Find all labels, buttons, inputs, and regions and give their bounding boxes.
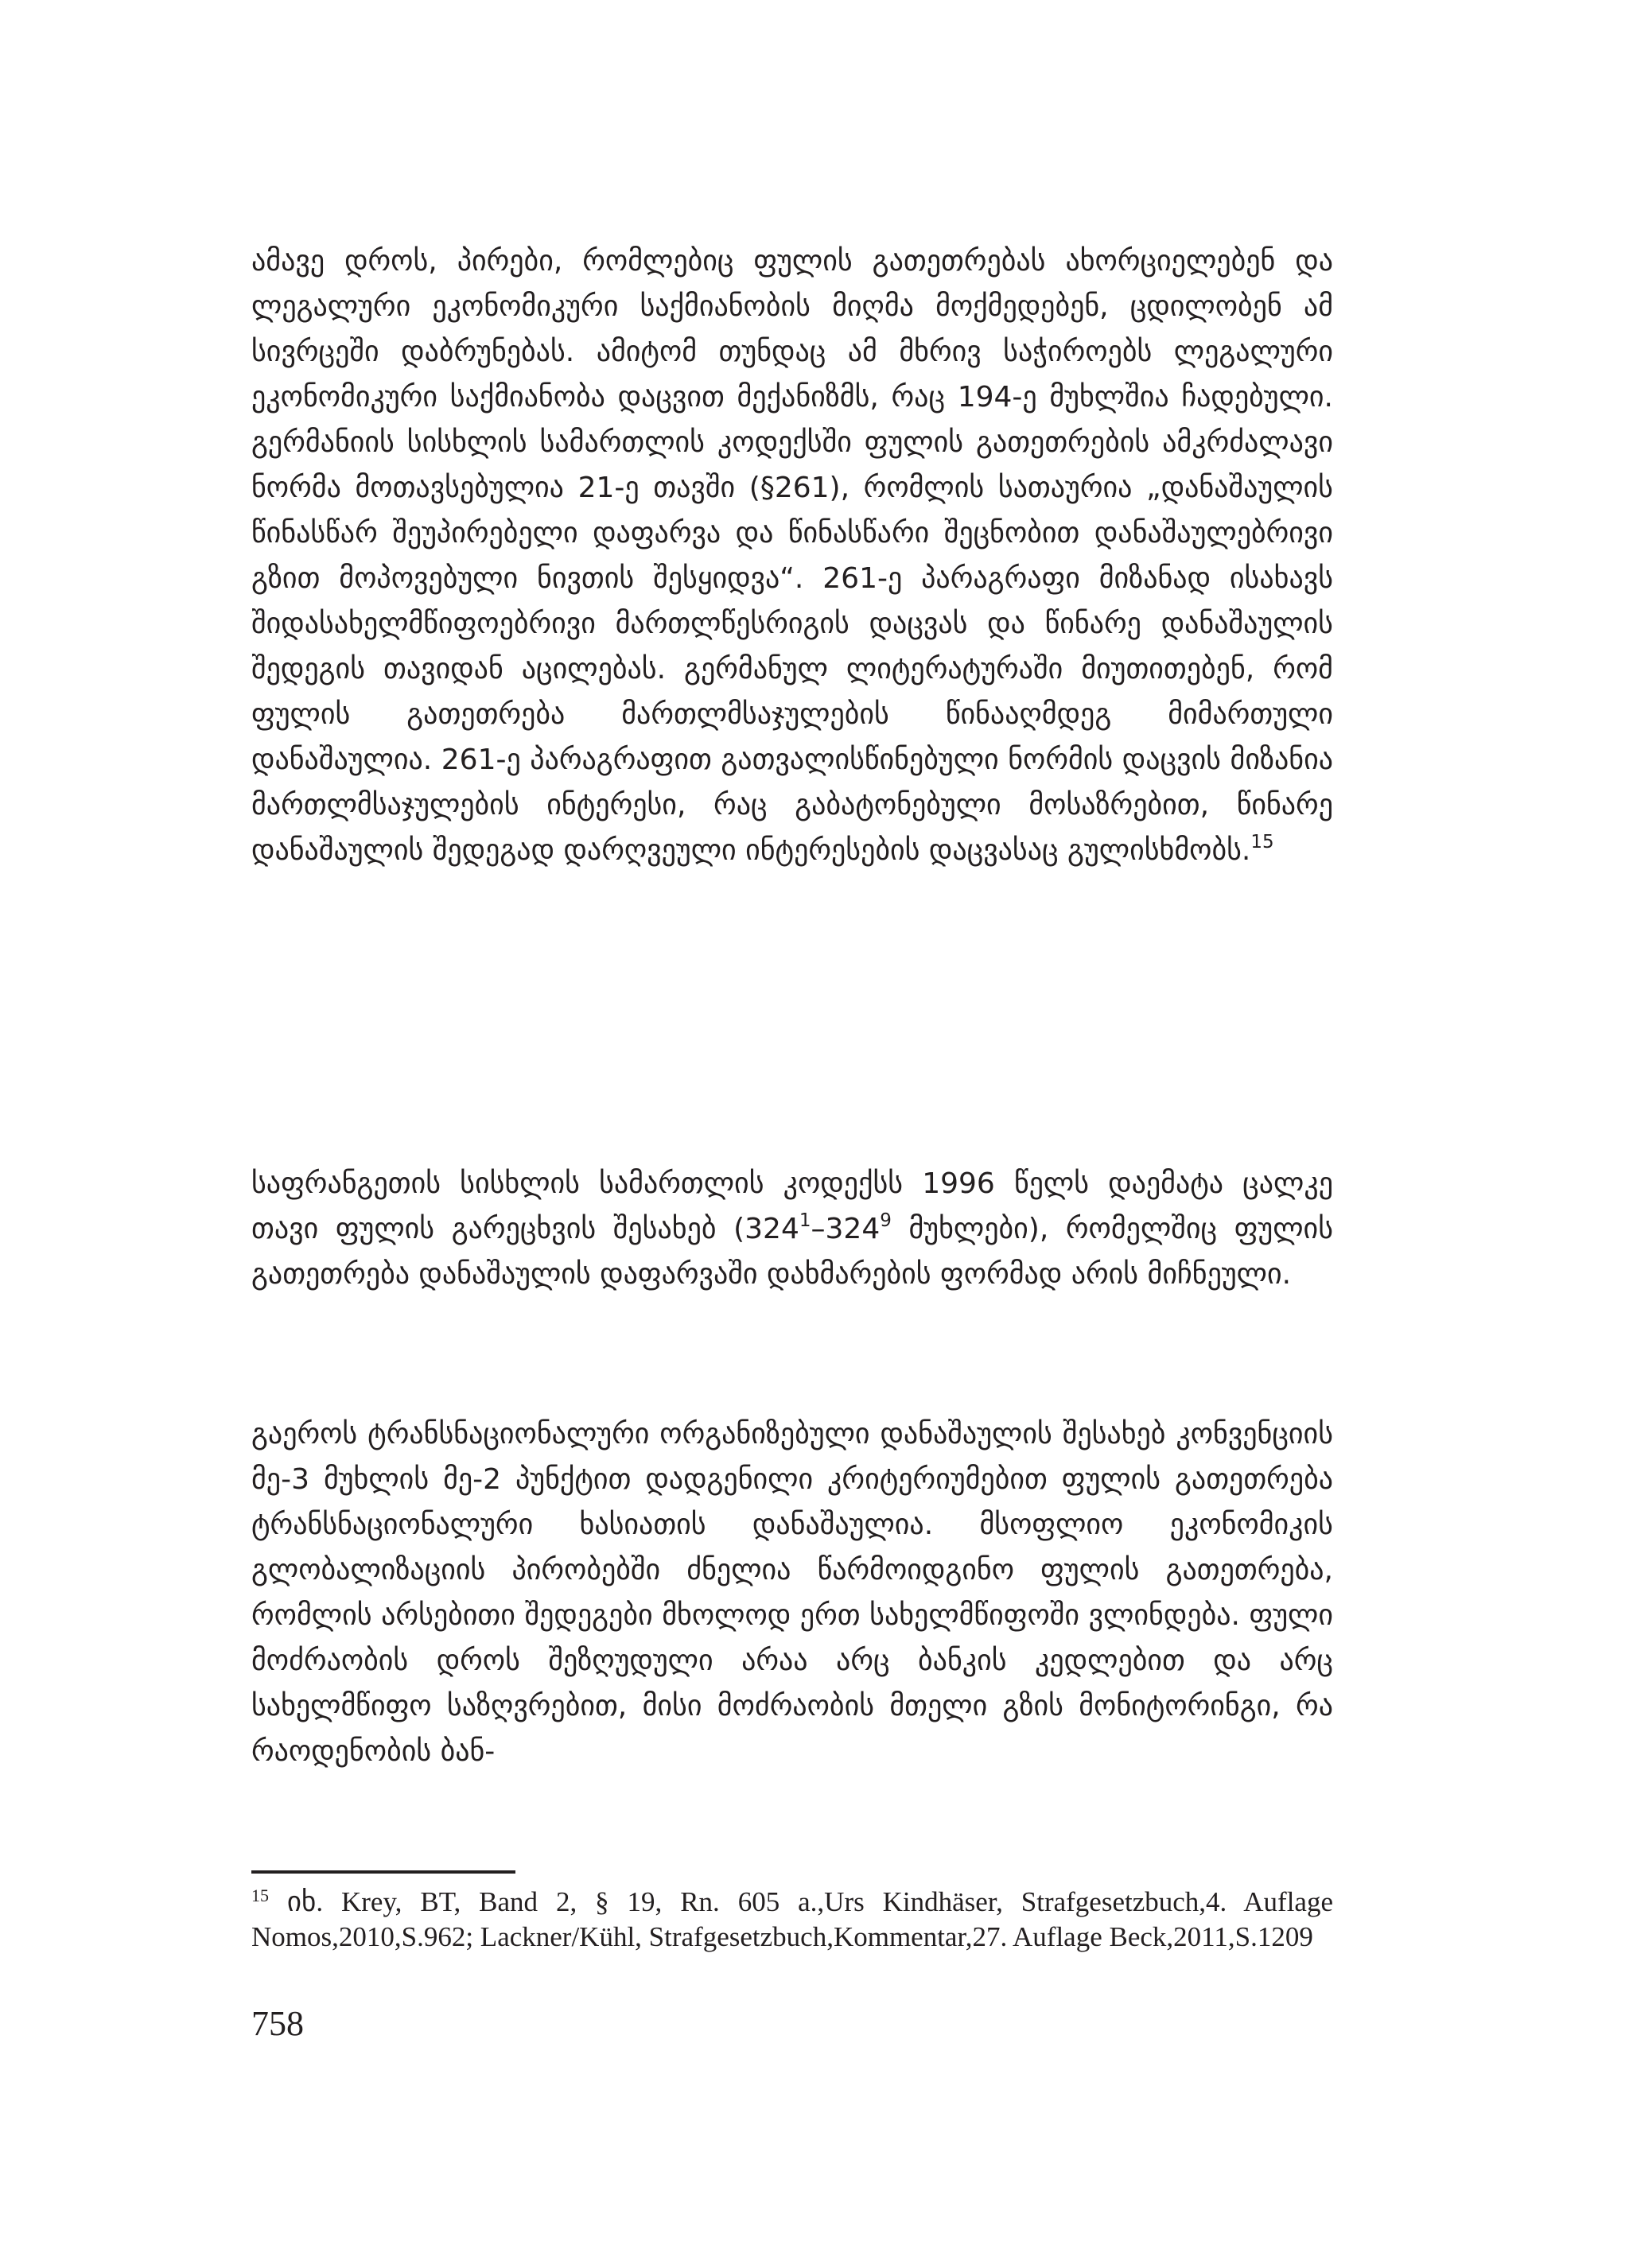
paragraph-3-text: გაეროს ტრანსნაციონალური ორგანიზებული დანაშაულის შესახებ კონვენციის მე-3 მუხლის მე-2 პუნქტით დადგენილი კრიტერიუმებით ფულის გათეთრება ტრანსნაციონალური ხასიათის დანაშაულია. მსოფლიო ეკონომიკის გლობალიზაციის პირობებში ძნელია წარმოიდგინო ფულის გათეთრება, რომლის არსებითი შედეგები მხოლოდ ერთ სახელმწიფოში ვლინდება. ფული მოძრაობის დროს შეზღუდული არაა არც ბანკის კედლებით და არც სახელმწიფო საზღვრებით, მისი მოძრაობის მთელი გზის მონიტორინგი, რა რაოდენობის ბან-	[251, 1418, 1333, 1768]
body-paragraph-1	[251, 239, 1333, 873]
superscript-9: 9	[880, 1210, 892, 1231]
superscript-1: 1	[799, 1210, 811, 1231]
footnote-separator	[251, 1870, 515, 1874]
footnote-text: იხ. Krey, BT, Band 2, § 19, Rn. 605 a.,Urs Kindhäser, Strafgesetzbuch,4. Auflage Nomos,2010,S.962; Lackner/Kühl, Strafgesetzbuch,Kommentar,27. Auflage Beck,2011,S.1209	[251, 1886, 1333, 1952]
body-paragraph-2	[251, 1161, 1333, 1297]
paragraph-3	[251, 1412, 1333, 1774]
footnote-reference-15[interactable]: 15	[1250, 832, 1274, 852]
paragraph-1-text: ამავე დროს, პირები, რომლებიც ფულის გათეთრებას ახორციელებენ და ლეგალური ეკონომიკური საქმიანობის მიღმა მოქმედებენ, ცდილობენ ამ სივრცეში დაბრუნებას. ამიტომ თუნდაც ამ მხრივ საჭიროებს ლეგალური ეკონომიკური საქმიანობა დაცვით მექანიზმს, რაც 194-ე მუხლშია ჩადებული. გერმანიის სისხლის სამართლის კოდექსში ფულის გათეთრების ამკრძალავი ნორმა მოთავსებულია 21-ე თავში (§261), რომლის სათაურია „დანაშაულის წინასწარ შეუპირებელი დაფარვა და წინასწარი შეცნობით დანაშაულებრივი გზით მოპოვებული ნივთის შესყიდვა“. 261-ე პარაგრაფი მიზანად ისახავს შიდასახელმწიფოებრივი მართლწესრიგის დაცვას და წინარე დანაშაულის შედეგის თავიდან აცილებას. გერმანულ ლიტერატურაში მიუთითებენ, რომ ფულის გათეთრება მართლმსაჯულების წინააღმდეგ მიმართული დანაშაულია. 261-ე პარაგრაფით გათვალისწინებული ნორმის დაცვის მიზანია მართლმსაჯულების ინტერესი, რაც გაბატონებული მოსაზრებით, წინარე დანაშაულის შედეგად დარღვეული ინტერესების დაცვასაც გულისხმობს.	[251, 245, 1333, 867]
paragraph-2	[251, 1161, 1333, 1297]
body-paragraph-3	[251, 1412, 1333, 1774]
page-number: 758	[251, 2004, 304, 2043]
paragraph-2-text-a: საფრანგეთის სისხლის სამართლის კოდექსს 1996 წელს დაემატა ცალკე თავი ფულის გარეცხვის შესახებ (324	[251, 1167, 1333, 1245]
paragraph-2-text-c: მუხლები), რომელშიც ფულის გათეთრება დანაშაულის დაფარვაში დახმარების ფორმად არის მიჩნეული.	[251, 1213, 1334, 1291]
paragraph-1	[251, 239, 1333, 873]
paragraph-2-text-b: –324	[811, 1213, 881, 1245]
footnote-15	[251, 1885, 1333, 1955]
footnote-number: 15	[251, 1885, 269, 1905]
